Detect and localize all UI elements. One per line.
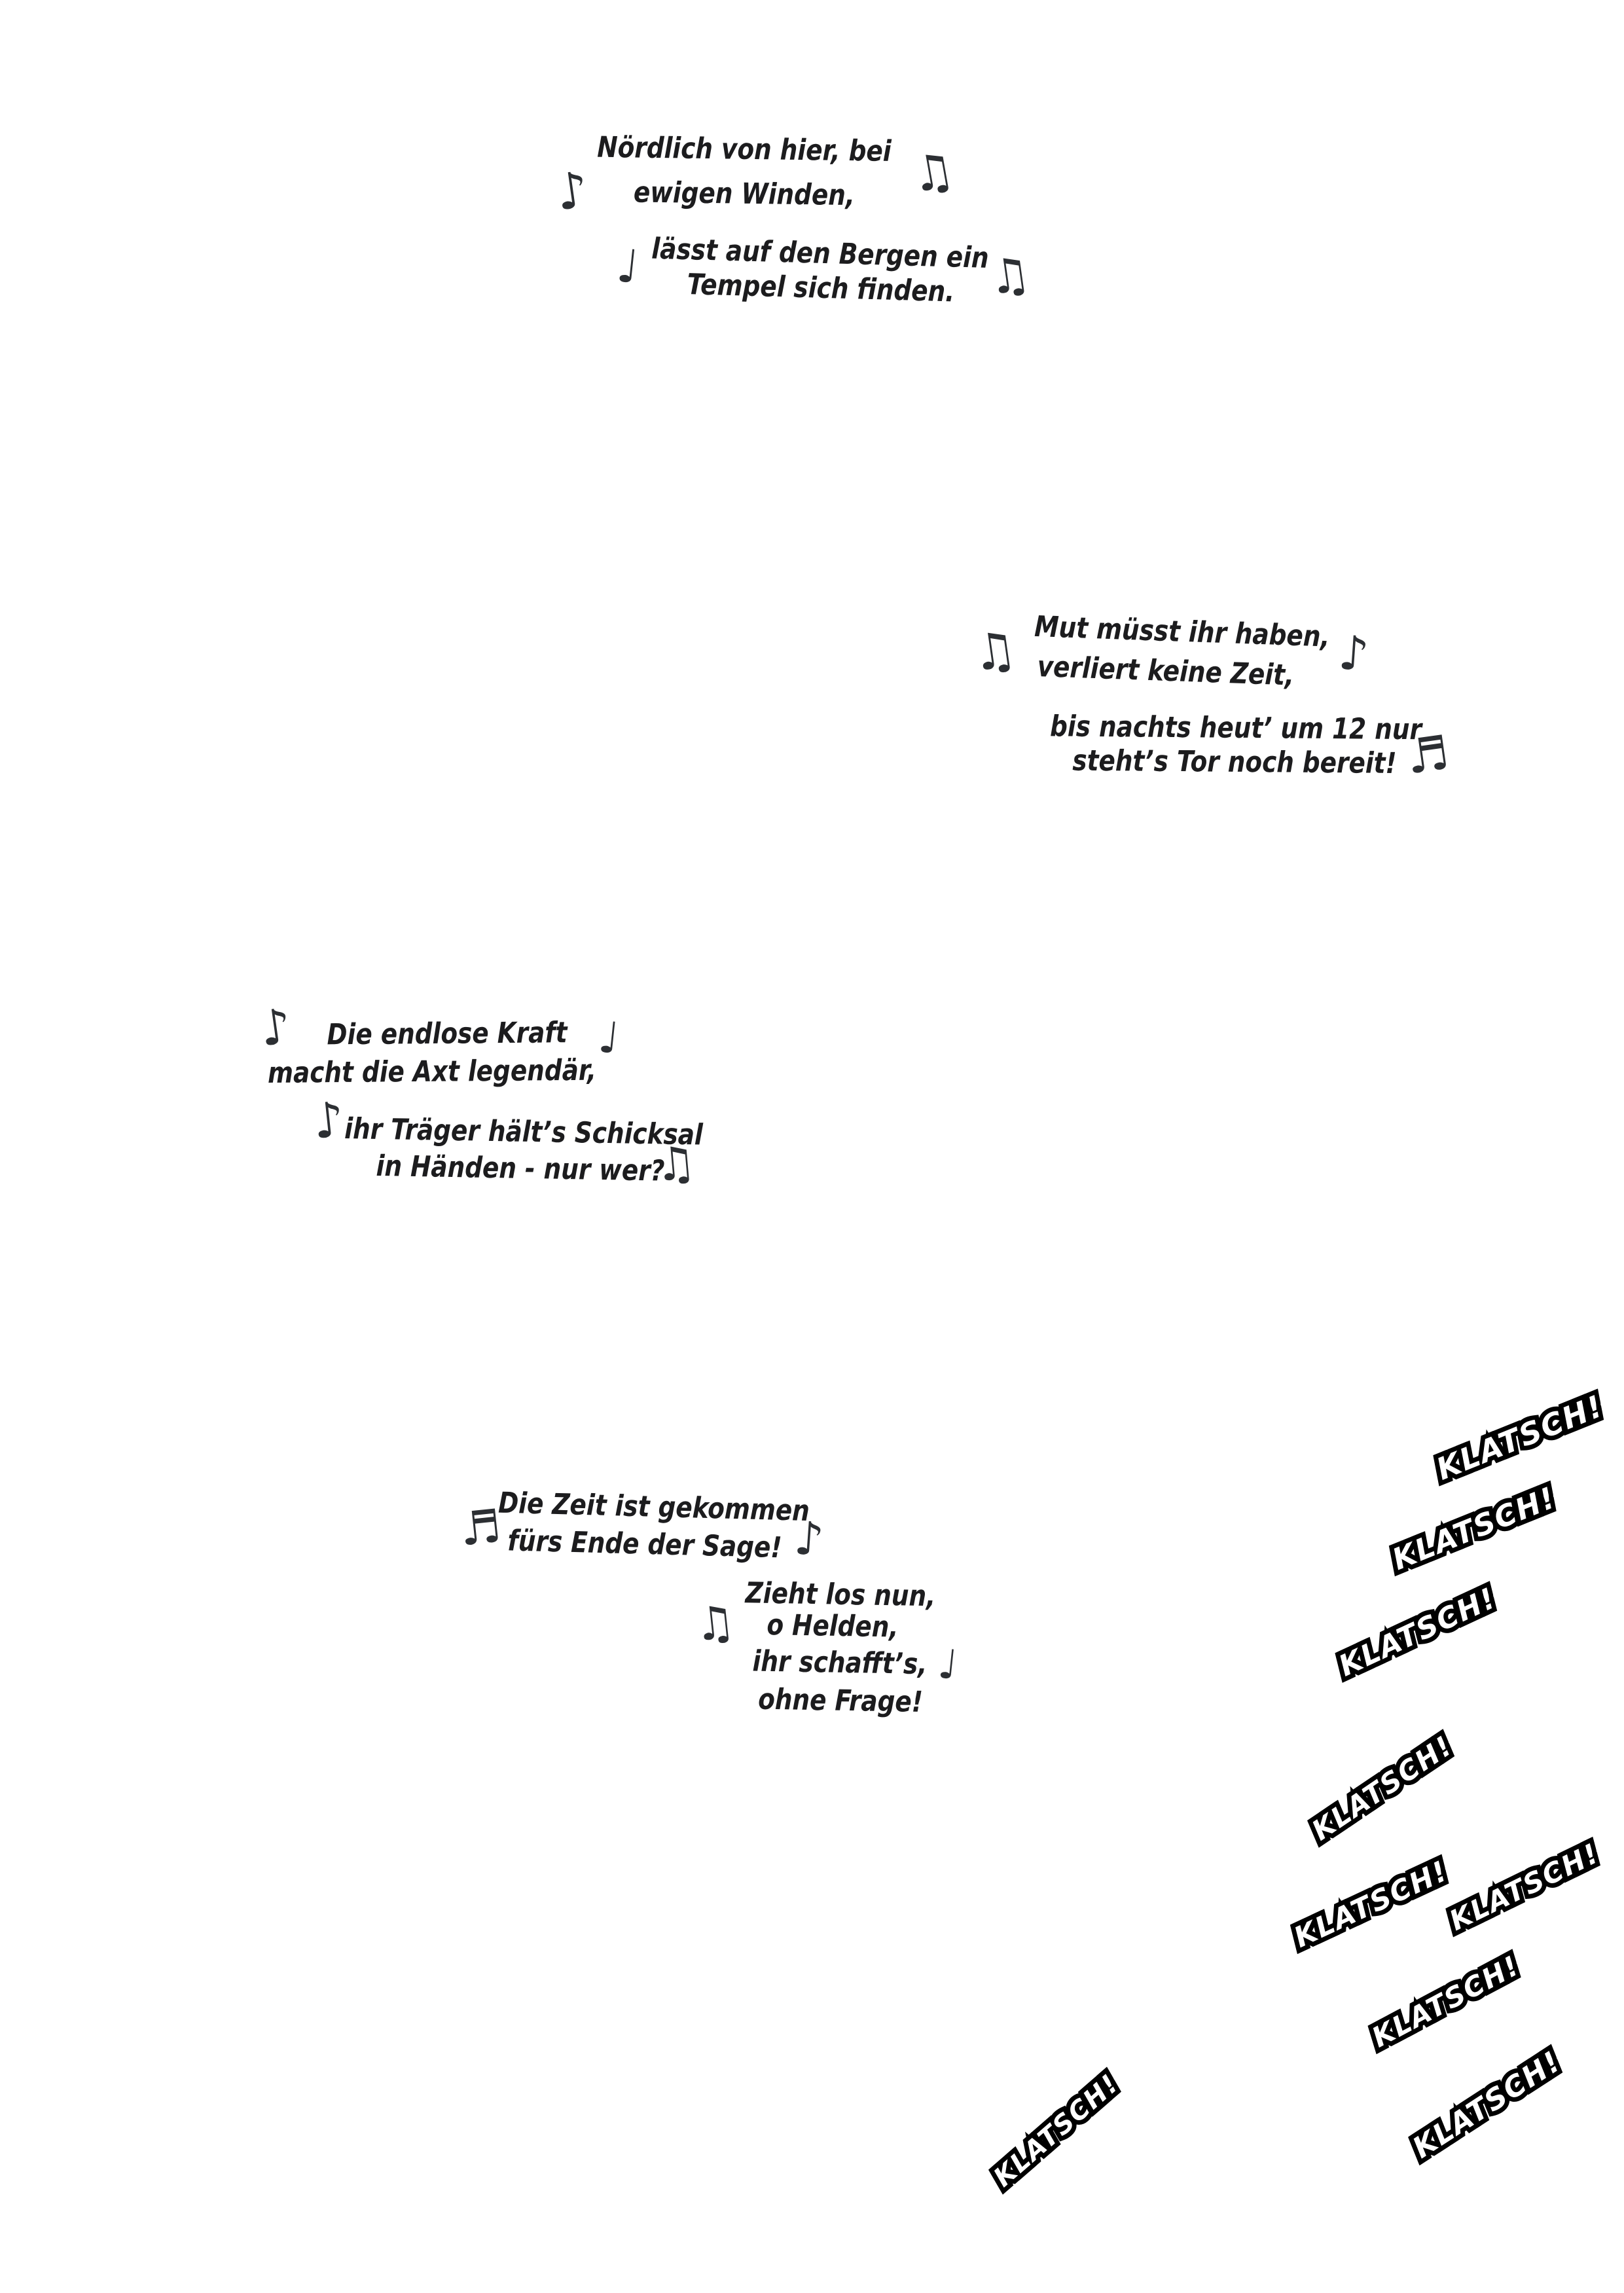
sfx-klatsch-6: KLATSCH! KLATSCH! (1445, 1839, 1603, 1935)
beamed-eighth-note-icon: ♫ (691, 1594, 738, 1653)
lyric-line-v4-l5: ihr schafft’s, (752, 1644, 928, 1682)
lyric-line-v4-l3: Zieht los nun, (745, 1576, 936, 1614)
sfx-klatsch-2: KLATSCH! KLATSCH! (1388, 1483, 1560, 1575)
quarter-note-icon: ♩ (935, 1639, 960, 1689)
eighth-note-icon: ♪ (1337, 624, 1371, 682)
quarter-note-icon: ♩ (614, 238, 641, 295)
quarter-note-icon: ♩ (596, 1011, 622, 1064)
sfx-klatsch-5: KLATSCH! KLATSCH! (1290, 1857, 1453, 1953)
lyric-line-v3-l2: macht die Axt legendär, (267, 1053, 597, 1090)
lyric-line-v1-l1: Nördlich von hier, bei (597, 130, 892, 168)
lyric-line-v4-l2: fürs Ende der Sage! (507, 1524, 783, 1565)
lyric-line-v1-l4: Tempel sich finden. (686, 268, 956, 309)
lyric-line-v2-l1: Mut müsst ihr haben, (1034, 609, 1331, 654)
beamed-eighth-note-icon: ♫ (906, 141, 960, 205)
lyric-line-v2-l2: verliert keine Zeit, (1036, 649, 1295, 693)
lyric-line-v4-l1: Die Zeit ist gekommen (497, 1486, 810, 1528)
lyric-line-v2-l4: steht’s Tor noch bereit! (1072, 744, 1397, 780)
eighth-note-icon: ♪ (792, 1511, 826, 1567)
eighth-note-icon: ♪ (552, 160, 592, 222)
beamed-eighth-note-icon: ♫ (653, 1135, 698, 1193)
sfx-klatsch-9: KLATSCH! KLATSCH! (990, 2070, 1124, 2192)
beamed-eighth-note-icon: ♫ (984, 245, 1034, 306)
sfx-klatsch-8: KLATSCH! KLATSCH! (1408, 2047, 1566, 2163)
beamed-sixteenth-note-icon: ♬ (457, 1498, 504, 1557)
eighth-note-icon: ♪ (256, 998, 295, 1058)
sfx-klatsch-7: KLATSCH! KLATSCH! (1368, 1951, 1525, 2051)
beamed-eighth-note-icon: ♫ (967, 619, 1020, 683)
lyric-line-v3-l4: in Händen - nur wer? (376, 1149, 665, 1188)
beamed-sixteenth-note-icon: ♬ (1403, 724, 1453, 785)
sfx-klatsch-4: KLATSCH! KLATSCH! (1308, 1731, 1458, 1845)
lyric-line-v3-l1: Die endlose Kraft (327, 1016, 568, 1052)
lyric-line-v4-l6: ohne Frage! (757, 1682, 924, 1719)
lyric-line-v3-l3: ihr Träger hält’s Schicksal (344, 1112, 704, 1152)
sfx-klatsch-1: KLATSCH! KLATSCH! (1432, 1390, 1607, 1485)
sfx-klatsch-3: KLATSCH! KLATSCH! (1335, 1583, 1500, 1681)
lyric-line-v2-l3: bis nachts heut’ um 12 nur (1049, 710, 1422, 747)
lyric-line-v1-l3: lässt auf den Bergen ein (651, 232, 990, 275)
eighth-note-icon: ♪ (310, 1091, 347, 1151)
lyric-line-v1-l2: ewigen Winden, (633, 175, 856, 213)
lyric-line-v4-l4: o Helden, (766, 1608, 899, 1644)
